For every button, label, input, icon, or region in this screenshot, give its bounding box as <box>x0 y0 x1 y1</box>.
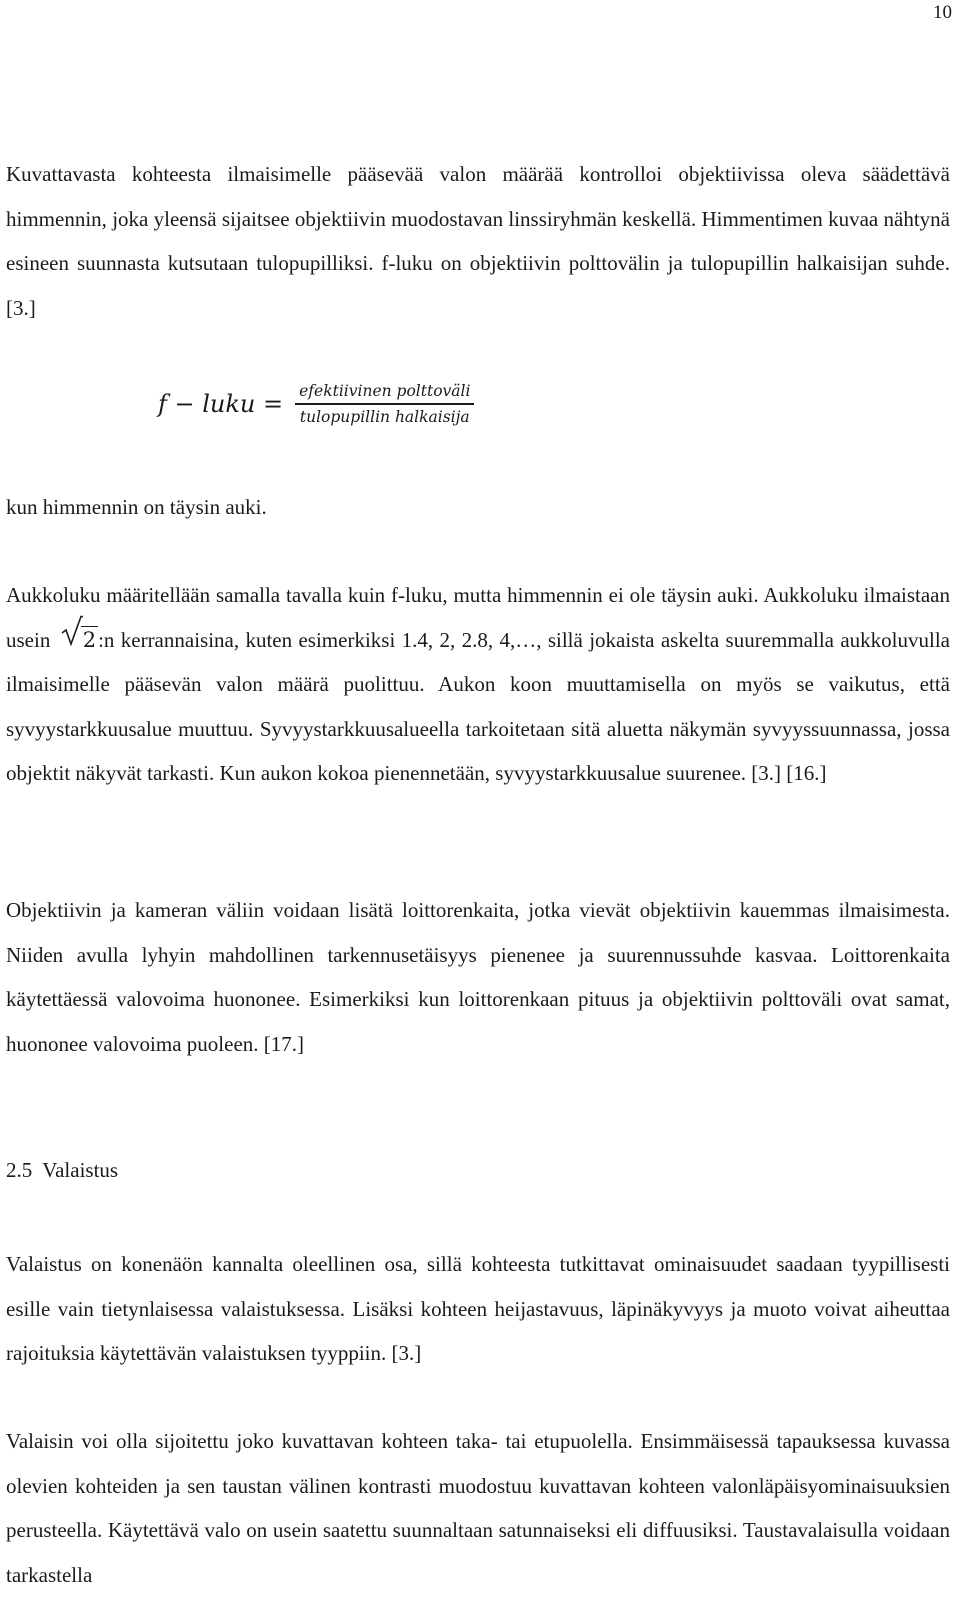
paragraph-light-placement: Valaisin voi olla sijoitettu joko kuvattavan kohteen taka- tai etupuolella. Ensimmäisessä tapauksessa kuvassa olevien kohteiden ja sen taustan välinen kontrasti muodostuu kuvattavan kohteen valonläpäisyominaisuuksien perusteella. Käytettävä valo on usein saatettu suunnaltaan satunnaiseksi eli diffuusiksi. Taustavalaisulla voidaan tarkastella <box>6 1429 950 1587</box>
section-heading <box>6 1148 118 1192</box>
paragraph-f-number: Kuvattavasta kohteesta ilmaisimelle pääsevää valon määrää kontrolloi objektiivissa oleva säädettävä himmennin, joka yleensä sijaitsee objektiivin muodostavan linssiryhmän keskellä. Himmentimen kuvaa nähtynä esineen suunnasta kutsutaan tulopupilliksi. f-luku on objektiivin polttovälin ja tulopupillin halkaisijan suhde. [3.] <box>6 162 950 320</box>
aperture-text-start: Aukkoluku määritellään samalla tavalla kuin f-luku, mutta himmennin ei ole täysin auki. Aukkoluku ilmaistaan usein <box>6 583 950 652</box>
formula-numerator: efektiivinen polttoväli <box>299 382 471 401</box>
paragraph-after-formula: kun himmennin on täysin auki. <box>6 495 267 519</box>
paragraph-lighting: Valaistus on konenäön kannalta oleellinen osa, sillä kohteesta tutkittavat ominaisuudet saadaan tyypillisesti esille vain tietynlaisessa valaistuksessa. Lisäksi kohteen heijastavuus, läpinäkyvyys ja muoto voivat aiheuttaa rajoituksia käytettävän valaistuksen tyyppiin. [3.] <box>6 1252 950 1365</box>
section-title: Valaistus <box>42 1158 119 1182</box>
sqrt-expression <box>61 618 98 663</box>
page-number: 10 <box>933 2 952 23</box>
formula-denominator: tulopupillin halkaisija <box>299 407 470 426</box>
sqrt-radicand: 2 <box>82 627 97 652</box>
sqrt-sign-icon <box>61 615 83 647</box>
aperture-text-end: :n kerrannaisina, kuten esimerkiksi 1.4, 2, 2.8, 4,…, sillä jokaista askelta suuremmalla aukkoluvulla ilmaisimelle pääsevän valon määrä puolittuu. Aukon koon muuttamisella on myös se vaikutus, että syvyystarkkuusalue muuttuu. Syvyystarkkuusalueella tarkoitetaan sitä aluetta näkymän syvyyssuunnassa, jossa objektit näkyvät tarkasti. Kun aukon kokoa pienennetään, syvyystarkkuusalue suurenee. [3.] [16.] <box>6 627 950 785</box>
paragraph-extension-rings: Objektiivin ja kameran väliin voidaan lisätä loittorenkaita, jotka vievät objektiivin kauemmas ilmaisimesta. Niiden avulla lyhyin mahdollinen tarkennusetäisyys pienenee ja suurennussuhde kasvaa. Loittorenkaita käytettäessä valovoima huononee. Esimerkiksi kun loittorenkaan pituus ja objektiivin polttoväli ovat samat, huononee valovoima puoleen. [17.] <box>6 898 950 1056</box>
formula-fraction <box>295 382 474 425</box>
f-number-formula <box>158 374 474 434</box>
section-number: 2.5 <box>6 1158 33 1182</box>
paragraph-aperture <box>6 573 950 796</box>
formula-lhs: f − luku = <box>158 390 284 418</box>
